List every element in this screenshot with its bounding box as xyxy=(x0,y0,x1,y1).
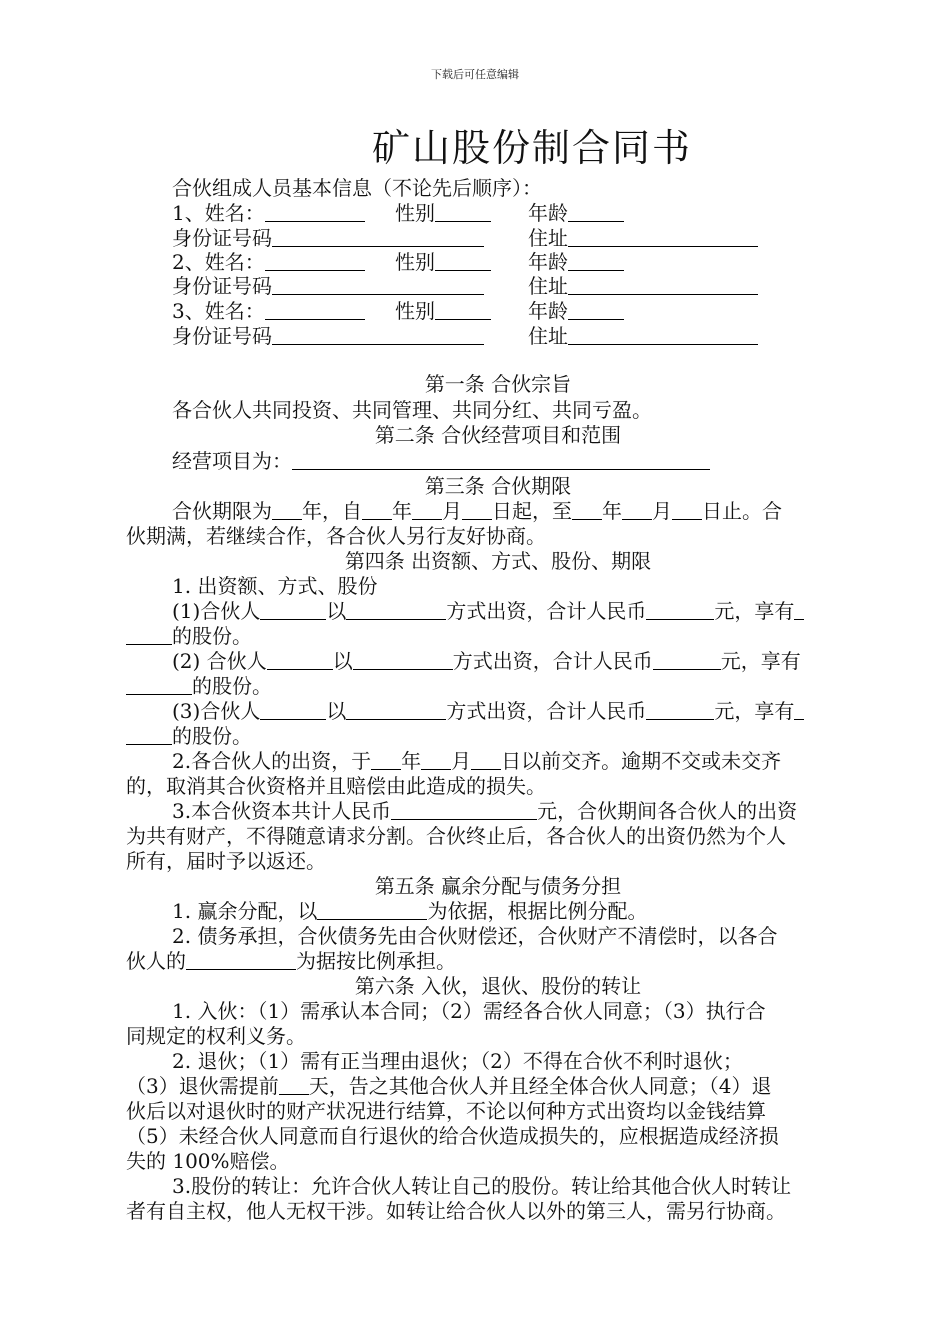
text: 1. 赢余分配，以 xyxy=(172,899,318,923)
article-1-text: 各合伙人共同投资、共同管理、共同分红、共同亏盈。 xyxy=(172,398,652,422)
text: 为据按比例承担。 xyxy=(296,949,456,973)
end-year-blank[interactable] xyxy=(572,501,602,520)
text: 月 xyxy=(451,749,472,773)
text: 为依据，根据比例分配。 xyxy=(427,899,648,923)
share-blank[interactable] xyxy=(126,676,192,695)
text: 合伙人 xyxy=(200,599,261,623)
address-blank[interactable] xyxy=(568,276,758,295)
text: 的股份。 xyxy=(172,624,252,648)
business-blank[interactable] xyxy=(292,451,710,470)
gender-label: 性别 xyxy=(395,299,435,323)
partner-blank[interactable] xyxy=(267,651,333,670)
age-blank[interactable] xyxy=(568,301,624,320)
article-5-p1 xyxy=(172,899,647,924)
share-blank[interactable] xyxy=(794,601,804,620)
share-blank[interactable] xyxy=(794,701,804,720)
text: 合伙人 xyxy=(200,699,261,723)
article-6-p3-line-2: 者有自主权，他人无权干涉。如转让给合伙人以外的第三人，需另行协商。 xyxy=(126,1199,786,1223)
member-1-id xyxy=(172,226,484,251)
method-blank[interactable] xyxy=(346,701,446,720)
gender-label: 性别 xyxy=(395,250,435,274)
address-label: 住址 xyxy=(528,324,568,348)
text: 年，自 xyxy=(302,499,362,523)
article-3-line-1 xyxy=(172,499,782,524)
text: 年 xyxy=(602,499,622,523)
gender-blank[interactable] xyxy=(435,203,491,222)
text: 伙人的 xyxy=(126,949,186,973)
ratio-blank[interactable] xyxy=(186,951,296,970)
members-intro: 合伙组成人员基本信息（不论先后顺序）： xyxy=(172,176,542,200)
contribution-3-line-2 xyxy=(126,724,252,749)
member-2-age xyxy=(528,250,624,275)
item-number: (2) xyxy=(172,649,201,673)
article-4-p3-line-1 xyxy=(172,799,797,824)
item-number: (1) xyxy=(172,599,201,623)
gender-blank[interactable] xyxy=(435,252,491,271)
article-4-p2-line-1 xyxy=(172,749,781,774)
basis-blank[interactable] xyxy=(317,901,427,920)
text: 方式出资，合计人民币 xyxy=(446,699,647,723)
text: 合伙人 xyxy=(206,649,267,673)
gender-label: 性别 xyxy=(395,201,435,225)
id-label: 身份证号码 xyxy=(172,274,272,298)
contribution-2-line-2 xyxy=(126,674,272,699)
amount-blank[interactable] xyxy=(646,701,714,720)
text: 年 xyxy=(401,749,422,773)
years-blank[interactable] xyxy=(272,501,302,520)
article-4-p2-line-2: 的，取消其合伙资格并且赔偿由此造成的损失。 xyxy=(126,774,546,798)
start-year-blank[interactable] xyxy=(362,501,392,520)
document-title: 矿山股份制合同书 xyxy=(372,126,693,170)
text: 月 xyxy=(652,499,672,523)
text: 合伙期限为 xyxy=(172,499,272,523)
member-2-id xyxy=(172,274,484,299)
member-3-id xyxy=(172,324,484,349)
text: 3.本合伙资本共计人民币 xyxy=(172,799,392,823)
id-label: 身份证号码 xyxy=(172,324,272,348)
text: 以 xyxy=(326,699,347,723)
address-blank[interactable] xyxy=(568,228,758,247)
share-blank-cont[interactable] xyxy=(126,626,172,645)
age-label: 年龄 xyxy=(528,299,568,323)
partner-blank[interactable] xyxy=(260,601,326,620)
article-4-p3-line-3: 所有，届时予以返还。 xyxy=(126,849,326,873)
article-3-heading: 第三条 合伙期限 xyxy=(424,474,572,498)
text: 元，享有 xyxy=(720,649,801,673)
text: 日止。合 xyxy=(702,499,782,523)
article-4-p1: 1. 出资额、方式、股份 xyxy=(172,574,378,598)
id-blank[interactable] xyxy=(272,326,484,345)
article-6-p1-line-1: 1. 入伙：（1）需承认本合同；（2）需经各合伙人同意；（3）执行合 xyxy=(172,999,766,1023)
month-blank[interactable] xyxy=(421,751,451,770)
member-1-age xyxy=(528,201,624,226)
text: 年 xyxy=(392,499,412,523)
article-6-p1-line-2: 同规定的权利义务。 xyxy=(126,1024,306,1048)
text: （3）退伙需提前 xyxy=(126,1074,279,1098)
text: 方式出资，合计人民币 xyxy=(452,649,653,673)
partner-blank[interactable] xyxy=(260,701,326,720)
header-note: 下载后可任意编辑 xyxy=(431,68,519,81)
text: 2.各合伙人的出资，于 xyxy=(172,749,372,773)
method-blank[interactable] xyxy=(353,651,453,670)
article-3-line-2: 伙期满，若继续合作，各合伙人另行友好协商。 xyxy=(126,524,546,548)
start-day-blank[interactable] xyxy=(462,501,492,520)
address-label: 住址 xyxy=(528,274,568,298)
article-2-line xyxy=(172,449,710,474)
age-label: 年龄 xyxy=(528,250,568,274)
article-6-p2-line-3: 伙后以对退伙时的财产状况进行结算，不论以何种方式出资均以金钱结算 xyxy=(126,1099,766,1123)
member-3-name-row xyxy=(172,299,365,324)
text: 元，享有 xyxy=(714,599,795,623)
age-blank[interactable] xyxy=(568,203,624,222)
business-label: 经营项目为： xyxy=(172,449,292,473)
day-blank[interactable] xyxy=(471,751,501,770)
id-blank[interactable] xyxy=(272,276,484,295)
article-6-p2-line-4: （5）未经合伙人同意而自行退伙的给合伙造成损失的，应根据造成经济损 xyxy=(126,1124,779,1148)
article-5-p2-line-2 xyxy=(126,949,456,974)
member-3-address xyxy=(528,324,758,349)
member-3-gender xyxy=(395,299,491,324)
article-6-p3-line-1: 3.股份的转让：允许合伙人转让自己的股份。转让给其他合伙人时转让 xyxy=(172,1174,792,1198)
text: 元，合伙期间各合伙人的出资 xyxy=(537,799,798,823)
amount-blank[interactable] xyxy=(646,601,714,620)
article-1-heading: 第一条 合伙宗旨 xyxy=(424,372,572,396)
age-blank[interactable] xyxy=(568,252,624,271)
contribution-2-line-1 xyxy=(172,649,801,674)
article-6-p2-line-5: 失的 100%赔偿。 xyxy=(126,1149,290,1173)
name-blank[interactable] xyxy=(265,252,365,271)
article-2-heading: 第二条 合伙经营项目和范围 xyxy=(374,423,622,447)
address-label: 住址 xyxy=(528,226,568,250)
year-blank[interactable] xyxy=(371,751,401,770)
end-month-blank[interactable] xyxy=(622,501,652,520)
contribution-1-line-1 xyxy=(172,599,804,624)
age-label: 年龄 xyxy=(528,201,568,225)
name-label: 1、姓名： xyxy=(172,201,265,225)
article-6-p2-line-1: 2. 退伙；（1）需有正当理由退伙；（2）不得在合伙不利时退伙； xyxy=(172,1049,743,1073)
gender-blank[interactable] xyxy=(435,301,491,320)
id-label: 身份证号码 xyxy=(172,226,272,250)
article-5-p2-line-1: 2. 债务承担，合伙债务先由合伙财偿还，合伙财产不清偿时，以各合 xyxy=(172,924,778,948)
article-6-p2-line-2 xyxy=(126,1074,771,1099)
amount-blank[interactable] xyxy=(653,651,721,670)
member-3-age xyxy=(528,299,624,324)
end-day-blank[interactable] xyxy=(672,501,702,520)
days-blank[interactable] xyxy=(279,1076,309,1095)
member-2-address xyxy=(528,274,758,299)
article-4-heading: 第四条 出资额、方式、股份、期限 xyxy=(344,549,652,573)
member-2-gender xyxy=(395,250,491,275)
article-4-p3-line-2: 为共有财产，不得随意请求分割。合伙终止后，各合伙人的出资仍然为个人 xyxy=(126,824,786,848)
text: 天，告之其他合伙人并且经全体合伙人同意；（4）退 xyxy=(308,1074,772,1098)
member-1-gender xyxy=(395,201,491,226)
member-2-name-row xyxy=(172,250,365,275)
contribution-1-line-2 xyxy=(126,624,252,649)
member-1-name-row xyxy=(172,201,365,226)
member-1-address xyxy=(528,226,758,251)
method-blank[interactable] xyxy=(346,601,446,620)
article-6-heading: 第六条 入伙，退伙、股份的转让 xyxy=(354,974,642,998)
name-label: 2、姓名： xyxy=(172,250,265,274)
share-blank-cont[interactable] xyxy=(126,726,172,745)
name-blank[interactable] xyxy=(265,203,365,222)
article-5-heading: 第五条 赢余分配与债务分担 xyxy=(374,874,622,898)
text: 以 xyxy=(332,649,353,673)
contribution-3-line-1 xyxy=(172,699,804,724)
text: 日起，至 xyxy=(492,499,572,523)
text: 的股份。 xyxy=(192,674,272,698)
text: 方式出资，合计人民币 xyxy=(446,599,647,623)
text: 元，享有 xyxy=(714,699,795,723)
start-month-blank[interactable] xyxy=(412,501,442,520)
text: 日以前交齐。逾期不交或未交齐 xyxy=(501,749,782,773)
text: 以 xyxy=(326,599,347,623)
name-label: 3、姓名： xyxy=(172,299,265,323)
text: 月 xyxy=(442,499,462,523)
capital-blank[interactable] xyxy=(391,801,537,820)
text: 的股份。 xyxy=(172,724,252,748)
name-blank[interactable] xyxy=(265,301,365,320)
item-number: (3) xyxy=(172,699,201,723)
address-blank[interactable] xyxy=(568,326,758,345)
id-blank[interactable] xyxy=(272,228,484,247)
